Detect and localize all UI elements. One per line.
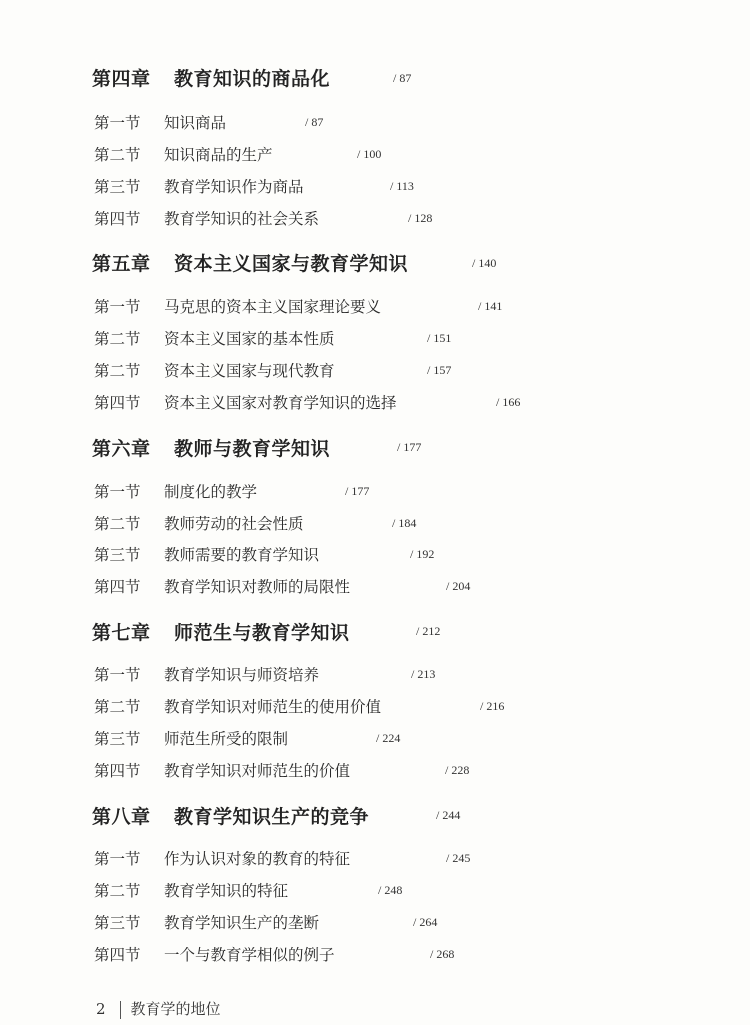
section-page: / 245 xyxy=(446,851,471,865)
section-page: / 113 xyxy=(390,179,414,193)
section-row xyxy=(94,943,335,965)
section-title: 马克思的资本主义国家理论要义 xyxy=(164,298,382,316)
chapter-page: / 244 xyxy=(436,808,461,822)
section-page: / 100 xyxy=(357,147,382,161)
section-number: 第一节 xyxy=(94,850,141,868)
section-page: / 228 xyxy=(445,763,470,777)
section-row xyxy=(94,111,226,133)
section-title: 制度化的教学 xyxy=(164,483,258,501)
section-number: 第三节 xyxy=(94,178,141,196)
section-number: 第二节 xyxy=(94,698,141,716)
section-title: 资本主义国家对教育学知识的选择 xyxy=(164,394,397,412)
chapter-number: 第八章 xyxy=(92,806,151,828)
section-title: 资本主义国家与现代教育 xyxy=(164,362,335,380)
section-title: 教育学知识对师范生的使用价值 xyxy=(164,698,382,716)
section-number: 第一节 xyxy=(94,666,141,684)
section-row xyxy=(94,143,273,165)
chapter-heading xyxy=(92,618,350,645)
section-page: / 184 xyxy=(392,516,417,530)
section-row xyxy=(94,911,319,933)
section-row xyxy=(94,327,335,349)
chapter-number: 第五章 xyxy=(92,253,151,275)
section-number: 第一节 xyxy=(94,483,141,501)
section-row xyxy=(94,695,381,717)
section-title: 教师需要的教育学知识 xyxy=(164,546,320,564)
section-row xyxy=(94,879,288,901)
chapter-heading xyxy=(92,802,369,829)
chapter-heading xyxy=(92,434,330,461)
chapter-heading xyxy=(92,249,408,276)
chapter-number: 第六章 xyxy=(92,438,151,460)
book-title: 教育学的地位 xyxy=(130,1000,221,1018)
section-number: 第四节 xyxy=(94,394,141,412)
section-page: / 141 xyxy=(478,299,503,313)
chapter-page: / 212 xyxy=(416,624,441,638)
section-number: 第三节 xyxy=(94,546,141,564)
section-page: / 192 xyxy=(410,547,435,561)
page-number: 2 xyxy=(96,1000,106,1018)
chapter-number: 第四章 xyxy=(92,68,151,90)
section-row xyxy=(94,295,381,317)
section-row xyxy=(94,847,350,869)
chapter-page: / 140 xyxy=(472,256,497,270)
section-title: 教师劳动的社会性质 xyxy=(164,515,304,533)
section-page: / 213 xyxy=(411,667,436,681)
section-title: 知识商品 xyxy=(164,114,227,132)
section-page: / 166 xyxy=(496,395,521,409)
section-page: / 216 xyxy=(480,699,505,713)
section-row xyxy=(94,480,257,502)
section-row xyxy=(94,512,304,534)
section-page: / 204 xyxy=(446,579,471,593)
footer-divider xyxy=(120,1001,121,1019)
section-title: 教育学知识的特征 xyxy=(164,882,289,900)
section-title: 知识商品的生产 xyxy=(164,146,273,164)
chapter-number: 第七章 xyxy=(92,622,151,644)
section-title: 教育学知识与师资培养 xyxy=(164,666,320,684)
section-page: / 128 xyxy=(408,211,433,225)
section-title: 资本主义国家的基本性质 xyxy=(164,330,335,348)
section-row xyxy=(94,575,350,597)
section-number: 第四节 xyxy=(94,210,141,228)
chapter-page: / 87 xyxy=(393,71,412,85)
section-title: 教育学知识对师范生的价值 xyxy=(164,762,351,780)
section-number: 第四节 xyxy=(94,762,141,780)
section-row xyxy=(94,543,319,565)
section-number: 第二节 xyxy=(94,515,141,533)
section-number: 第二节 xyxy=(94,882,141,900)
section-number: 第四节 xyxy=(94,946,141,964)
section-row xyxy=(94,663,319,685)
section-page: / 151 xyxy=(427,331,452,345)
section-row xyxy=(94,391,397,413)
chapter-title: 师范生与教育学知识 xyxy=(174,622,350,644)
section-page: / 177 xyxy=(345,484,370,498)
section-number: 第二节 xyxy=(94,362,141,380)
section-page: / 248 xyxy=(378,883,403,897)
section-row xyxy=(94,175,304,197)
section-number: 第三节 xyxy=(94,914,141,932)
chapter-title: 教育学知识生产的竞争 xyxy=(174,806,370,828)
section-title: 师范生所受的限制 xyxy=(164,730,289,748)
section-number: 第三节 xyxy=(94,730,141,748)
section-title: 教育学知识作为商品 xyxy=(164,178,304,196)
section-number: 第一节 xyxy=(94,298,141,316)
section-page: / 268 xyxy=(430,947,455,961)
section-page: / 157 xyxy=(427,363,452,377)
section-row xyxy=(94,759,350,781)
chapter-heading xyxy=(92,64,330,91)
section-title: 教育学知识的社会关系 xyxy=(164,210,320,228)
page-footer xyxy=(96,998,221,1019)
section-row xyxy=(94,727,288,749)
section-page: / 87 xyxy=(305,115,324,129)
section-title: 作为认识对象的教育的特征 xyxy=(164,850,351,868)
section-title: 教育学知识生产的垄断 xyxy=(164,914,320,932)
section-title: 一个与教育学相似的例子 xyxy=(164,946,335,964)
section-number: 第一节 xyxy=(94,114,141,132)
chapter-page: / 177 xyxy=(397,440,422,454)
chapter-title: 教育知识的商品化 xyxy=(174,68,331,90)
section-row xyxy=(94,207,319,229)
section-number: 第二节 xyxy=(94,330,141,348)
section-number: 第二节 xyxy=(94,146,141,164)
section-page: / 224 xyxy=(376,731,401,745)
chapter-title: 资本主义国家与教育学知识 xyxy=(174,253,409,275)
section-title: 教育学知识对教师的局限性 xyxy=(164,578,351,596)
chapter-title: 教师与教育学知识 xyxy=(174,438,331,460)
section-number: 第四节 xyxy=(94,578,141,596)
section-page: / 264 xyxy=(413,915,438,929)
section-row xyxy=(94,359,335,381)
